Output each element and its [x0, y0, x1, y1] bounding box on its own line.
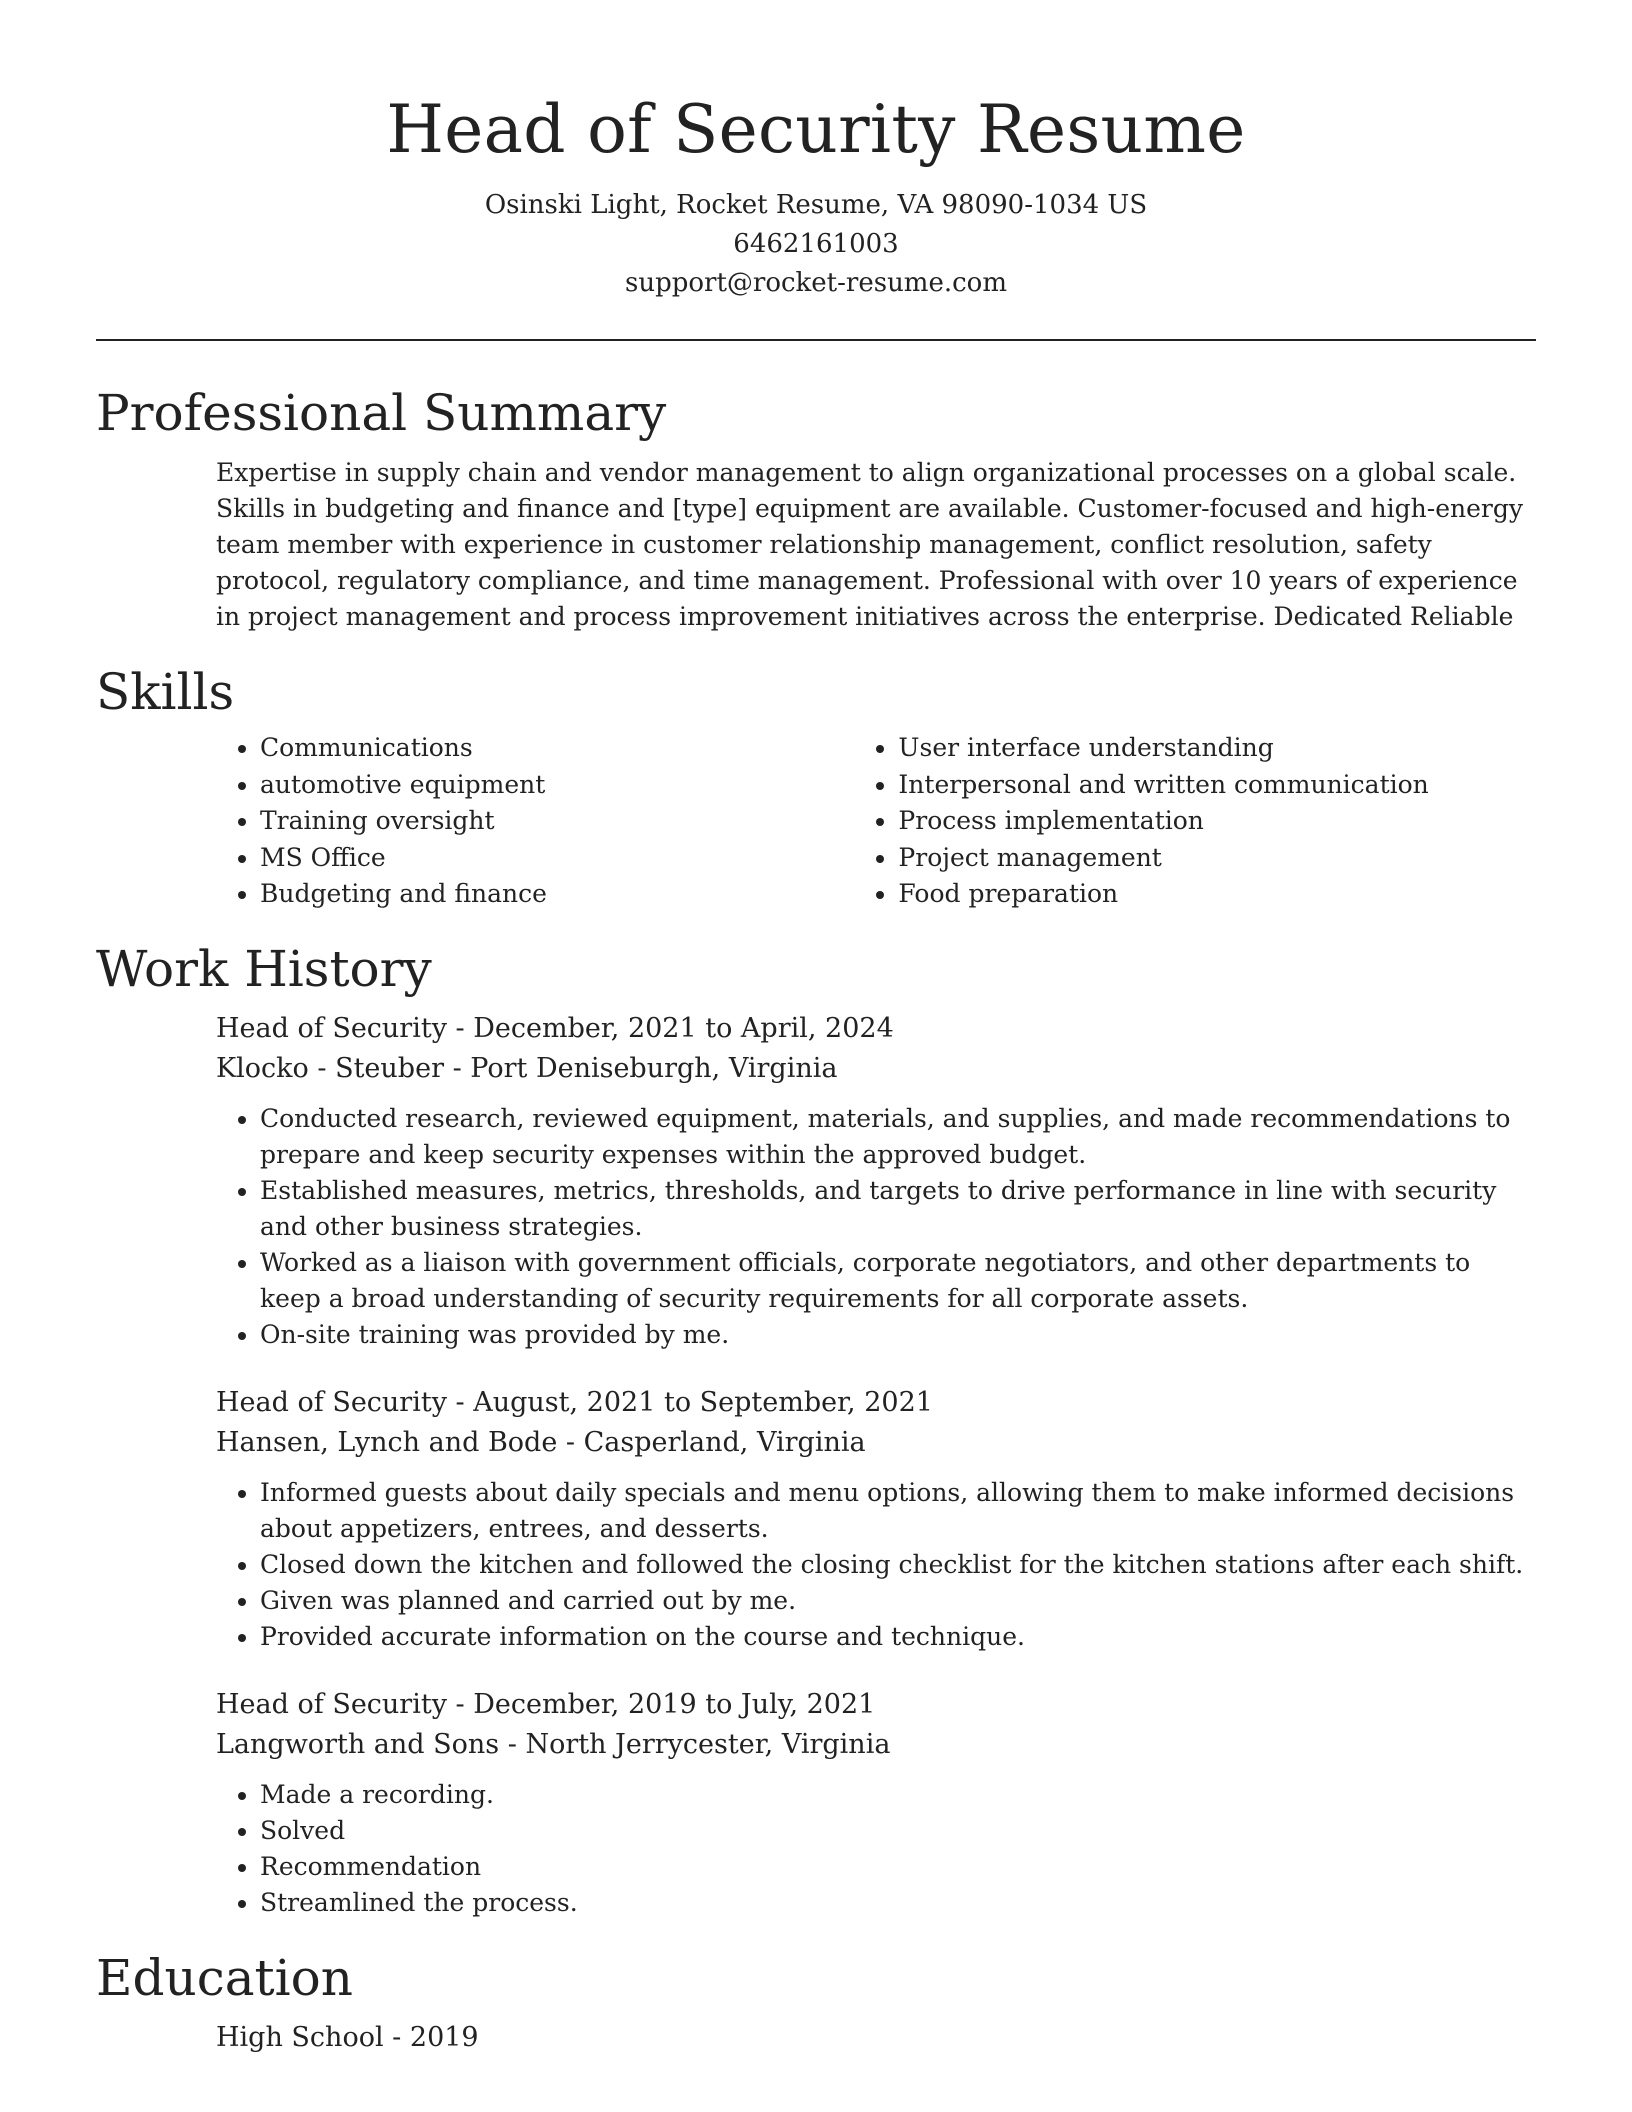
- skills-column-right: [854, 730, 1536, 913]
- education-year: 2019: [409, 2021, 479, 2053]
- contact-block: [96, 186, 1536, 303]
- skill-item: • Communications: [260, 730, 854, 767]
- contact-email: support@rocket-resume.com: [624, 268, 1007, 298]
- separator: -: [446, 1386, 474, 1418]
- job-location: Casperland, Virginia: [583, 1426, 866, 1458]
- job-title-line: [216, 1009, 1536, 1049]
- skill-item: • MS Office: [260, 840, 854, 877]
- education-section: [96, 1946, 1536, 2058]
- job-entry: [216, 1685, 1536, 1921]
- resume-page: [96, 0, 1536, 2058]
- job-title: Head of Security: [216, 1688, 447, 1720]
- skill-item: • Process implementation: [898, 803, 1536, 840]
- resume-title: Head of Security Resume: [386, 91, 1246, 168]
- job-bullet: • Established measures, metrics, thresholds, and targets to drive performance in line with security and other business strategies.: [260, 1173, 1536, 1245]
- separator: -: [383, 2021, 410, 2053]
- job-bullet: • Provided accurate information on the course and technique.: [260, 1619, 1536, 1655]
- job-bullets: [216, 1777, 1536, 1921]
- job-entry: [216, 1009, 1536, 1353]
- skills-heading: Skills: [96, 663, 235, 721]
- job-bullet: • Recommendation: [260, 1849, 1536, 1885]
- job-bullets: [216, 1101, 1536, 1353]
- skill-item: • Project management: [898, 840, 1536, 877]
- job-bullet: • Given was planned and carried out by me.: [260, 1583, 1536, 1619]
- separator: -: [446, 1012, 474, 1044]
- job-bullet: • On-site training was provided by me.: [260, 1317, 1536, 1353]
- education-degree-line: [216, 2018, 1536, 2058]
- job-bullet: • Solved: [260, 1813, 1536, 1849]
- job-bullet: • Conducted research, reviewed equipment, materials, and supplies, and made recommendations to prepare and keep security expenses within the approved budget.: [260, 1101, 1536, 1173]
- work-history-heading: Work History: [96, 939, 432, 998]
- job-company: Klocko - Steuber: [216, 1052, 444, 1084]
- job-bullets: [216, 1475, 1536, 1655]
- education-heading: Education: [96, 1948, 353, 2007]
- skill-item: • User interface understanding: [898, 730, 1536, 767]
- job-title-line: [216, 1685, 1536, 1725]
- header-divider: [96, 339, 1536, 341]
- work-history-section: [96, 937, 1536, 1921]
- job-bullet: • Worked as a liaison with government officials, corporate negotiators, and other departments to keep a broad understanding of security requirements for all corporate assets.: [260, 1245, 1536, 1317]
- job-title-line: [216, 1383, 1536, 1423]
- job-dates: August, 2021 to September, 2021: [473, 1386, 933, 1418]
- job-company: Langworth and Sons: [216, 1728, 500, 1760]
- job-company-line: [216, 1423, 1536, 1463]
- separator: -: [446, 1688, 474, 1720]
- job-dates: December, 2019 to July, 2021: [473, 1688, 876, 1720]
- skill-item: • Food preparation: [898, 876, 1536, 913]
- job-title: Head of Security: [216, 1386, 447, 1418]
- job-company-line: [216, 1725, 1536, 1765]
- job-entry: [216, 1383, 1536, 1655]
- skills-column-left: [216, 730, 854, 913]
- job-bullet: • Informed guests about daily specials and menu options, allowing them to make informed decisions about appetizers, entrees, and desserts.: [260, 1475, 1536, 1547]
- job-location: North Jerrycester, Virginia: [525, 1728, 891, 1760]
- job-company-line: [216, 1049, 1536, 1089]
- job-company: Hansen, Lynch and Bode: [216, 1426, 558, 1458]
- separator: -: [557, 1426, 584, 1458]
- skill-item: • automotive equipment: [260, 767, 854, 804]
- skill-item: • Training oversight: [260, 803, 854, 840]
- skills-section: [96, 660, 1536, 913]
- summary-text: Expertise in supply chain and vendor management to align organizational processes on a global scale. Skills in budgeting and finance and [type] equipment are available. Customer-focused and high-energy team member with experience in customer relationship management, conflict resolution, safety protocol, regulatory compliance, and time management. Professional with over 10 years of experience in project management and process improvement initiatives across the enterprise. Dedicated Reliable: [216, 458, 1523, 631]
- job-bullet: • Closed down the kitchen and followed the closing checklist for the kitchen stations after each shift.: [260, 1547, 1536, 1583]
- job-bullet: • Made a recording.: [260, 1777, 1536, 1813]
- skill-item: • Budgeting and finance: [260, 876, 854, 913]
- summary-section: [96, 381, 1536, 635]
- contact-phone: 6462161003: [733, 229, 899, 259]
- job-dates: December, 2021 to April, 2024: [473, 1012, 894, 1044]
- separator: -: [499, 1728, 526, 1760]
- contact-address: Osinski Light, Rocket Resume, VA 98090-1034 US: [484, 190, 1148, 220]
- job-bullet: • Streamlined the process.: [260, 1885, 1536, 1921]
- summary-heading: Professional Summary: [96, 384, 667, 442]
- separator: -: [443, 1052, 471, 1084]
- education-degree: High School: [216, 2021, 384, 2053]
- job-title: Head of Security: [216, 1012, 447, 1044]
- skill-item: • Interpersonal and written communication: [898, 767, 1536, 804]
- education-entry: [216, 2018, 1536, 2058]
- skills-list: [216, 730, 1536, 913]
- job-location: Port Deniseburgh, Virginia: [470, 1052, 838, 1084]
